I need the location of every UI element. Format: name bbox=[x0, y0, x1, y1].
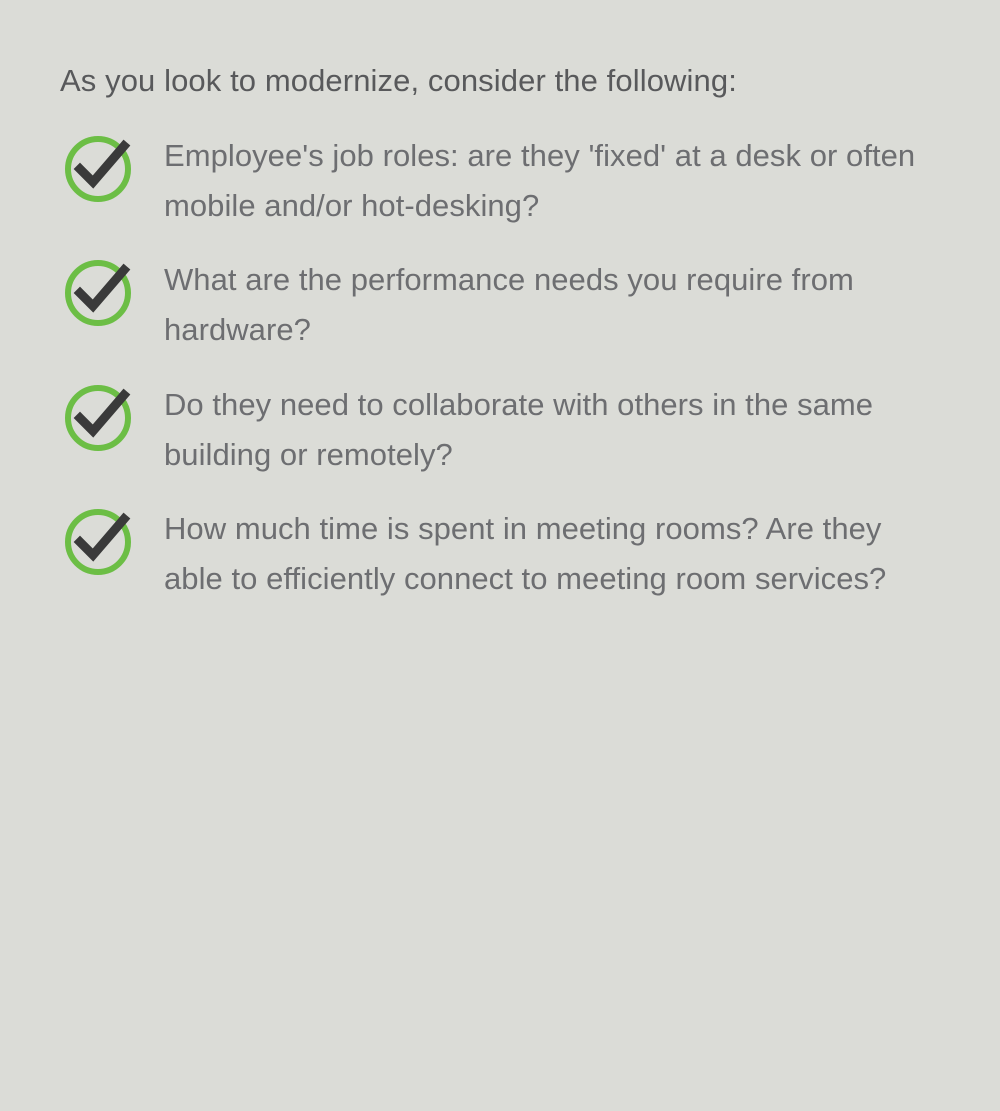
list-item bbox=[60, 500, 940, 604]
check-circle-icon bbox=[60, 378, 136, 454]
list-item bbox=[60, 251, 940, 355]
check-circle-icon bbox=[60, 253, 136, 329]
list-item bbox=[60, 127, 940, 231]
list-item bbox=[60, 376, 940, 480]
list-item-label: How much time is spent in meeting rooms? Are they able to efficiently connect to meeting room services? bbox=[164, 511, 887, 597]
list-item-label: Employee's job roles: are they 'fixed' at a desk or often mobile and/or hot-desking? bbox=[164, 137, 916, 223]
page-intro-text: As you look to modernize, consider the following: bbox=[60, 63, 737, 98]
check-circle-icon bbox=[60, 502, 136, 578]
list-item-label: Do they need to collaborate with others in the same building or remotely? bbox=[164, 386, 874, 472]
list-item-label: What are the performance needs you require from hardware? bbox=[164, 262, 854, 348]
checklist bbox=[60, 127, 940, 605]
check-circle-icon bbox=[60, 129, 136, 205]
